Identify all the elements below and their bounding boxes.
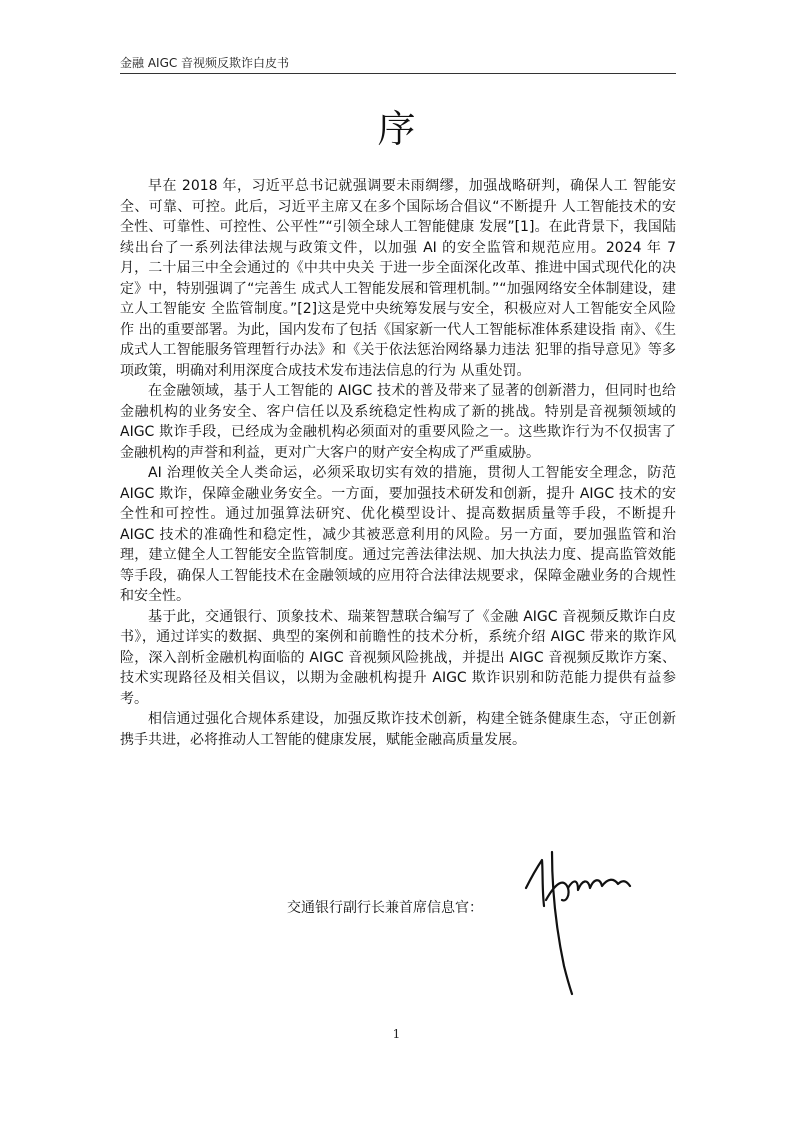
header-divider [120, 73, 676, 74]
running-header: 金融 AIGC 音视频反欺诈白皮书 [120, 56, 290, 70]
page-number: 1 [392, 1027, 401, 1041]
preface-body [120, 176, 676, 750]
paragraph-3: AI 治理攸关全人类命运，必须采取切实有效的措施，贯彻人工智能安全理念，防范 AIGC 欺诈，保障金融业务安全。一方面，要加强技术研发和创新，提升 AIGC 技术的安全性和可控性。通过加强算法研究、优化模型设计、提高数据质量等手段，不断提升 AIGC 技术的准确性和稳定性，减少其被恶意利用的风险。另一方面，要加强监管和治理，建立健全人工智能安全监管制度。通过完善法律法规、加大执法力度、提高监管效能等手段，确保人工智能技术在金融领域的应用符合法律法规要求，保障金融业务的合规性和安全性。 [120, 465, 676, 604]
handwritten-signature [512, 848, 642, 998]
page-title: 序 [377, 107, 416, 151]
paragraph-1: 早在 2018 年，习近平总书记就强调要未雨绸缪，加强战略研判，确保人工 智能安全、可靠、可控。此后，习近平主席又在多个国际场合倡议“不断提升 人工智能技术的安全性、可靠性、可控性、公平性”“引领全球人工智能健康 发展”[1]。在此背景下，我国陆续出台了一系列法律法规与政策文件，以加强 AI 的安全监管和规范应用。2024 年 7 月，二十届三中全会通过的《中共中央关 于进一步全面深化改革、推进中国式现代化的决定》中，特别强调了“完善生 成式人工智能发展和管理机制。”“加强网络安全体制建设，建立人工智能安 全监管制度。”[2]这是党中央统筹发展与安全，积极应对人工智能安全风险作 出的重要部署。为此，国内发布了包括《国家新一代人工智能标准体系建设指 南》、《生成式人工智能服务管理暂行办法》和《关于依法惩治网络暴力违法 犯罪的指导意见》等多项政策，明确对利用深度合成技术发布违法信息的行为 从重处罚。 [120, 178, 676, 379]
signatory-title: 交通银行副行长兼首席信息官： [287, 900, 483, 916]
paragraph-4: 基于此，交通银行、顶象技术、瑞莱智慧联合编写了《金融 AIGC 音视频反欺诈白皮书》，通过详实的数据、典型的案例和前瞻性的技术分析，系统介绍 AIGC 带来的欺诈风险，深入剖析金融机构面临的 AIGC 音视频风险挑战，并提出 AIGC 音视频反欺诈方案、技术实现路径及相关倡议，以期为金融机构提升 AIGC 欺诈识别和防范能力提供有益参考。 [120, 608, 676, 707]
paragraph-2: 在金融领域，基于人工智能的 AIGC 技术的普及带来了显著的创新潜力，但同时也给金融机构的业务安全、客户信任以及系统稳定性构成了新的挑战。特别是音视频领域的 AIGC 欺诈手段，已经成为金融机构必须面对的重要风险之一。这些欺诈行为不仅损害了金融机构的声誉和利益，更对广大客户的财产安全构成了严重威胁。 [120, 383, 676, 461]
paragraph-5: 相信通过强化合规体系建设，加强反欺诈技术创新，构建全链条健康生态，守正创新携手共进，必将推动人工智能的健康发展，赋能金融高质量发展。 [120, 711, 676, 748]
